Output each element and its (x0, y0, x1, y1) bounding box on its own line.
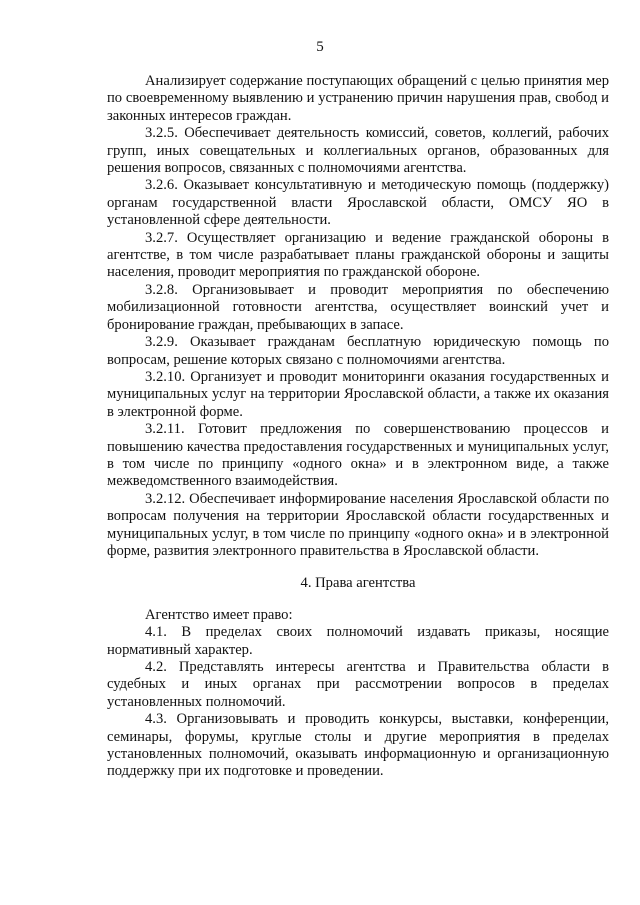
paragraph-intro: Агентство имеет право: (145, 606, 293, 623)
paragraph-3-2-12: 3.2.12. Обеспечивает информирование населения Ярославской области по вопросам получения на территории Ярославской области государственных и муниципальных услуг, в том числе по принципу «одного окна» и в электронной форме, развития электронного правительства в Ярославской области. (107, 490, 609, 559)
document-body (107, 73, 609, 781)
paragraph-3-2-6: 3.2.6. Оказывает консультативную и методическую помощь (поддержку) органам государственной власти Ярославской области, ОМСУ ЯО в установленной сфере деятельности. (107, 177, 609, 229)
paragraph-analysis: Анализирует содержание поступающих обращений с целью принятия мер по своевременному выявлению и устранению причин нарушения прав, свобод и законных интересов граждан. (107, 73, 609, 124)
paragraph-3-2-11: 3.2.11. Готовит предложения по совершенствованию процессов и повышению качества предоставления государственных и муниципальных услуг, в том числе по принципу «одного окна» и в электронном виде, а также межведомственного взаимодействия. (107, 421, 609, 490)
paragraph-3-2-9: 3.2.9. Оказывает гражданам бесплатную юридическую помощь по вопросам, решение которых связано с полномочиями агентства. (107, 334, 609, 368)
paragraph-3-2-8: 3.2.8. Организовывает и проводит мероприятия по обеспечению мобилизационной готовности агентства, осуществляет воинский учет и бронирование граждан, пребывающих в запасе. (107, 281, 609, 333)
paragraph-4-1: 4.1. В пределах своих полномочий издавать приказы, носящие нормативный характер. (107, 624, 609, 658)
section-heading: 4. Права агентства (300, 575, 416, 592)
paragraph-3-2-10: 3.2.10. Организует и проводит мониторинги оказания государственных и муниципальных услуг на территории Ярославской области, а также их оказания в электронной форме. (107, 368, 609, 420)
paragraph-3-2-7: 3.2.7. Осуществляет организацию и ведение гражданской обороны в агентстве, в том числе разрабатывает планы гражданской обороны и защиты населения, проводит мероприятия по гражданской обороне. (107, 229, 609, 281)
paragraph-4-2: 4.2. Представлять интересы агентства и Правительства области в судебных и иных органах при рассмотрении вопросов в пределах установленных полномочий. (107, 659, 609, 710)
paragraph-3-2-5: 3.2.5. Обеспечивает деятельность комиссий, советов, коллегий, рабочих групп, иных совещательных и коллегиальных органов, образованных для решения вопросов, связанных с полномочиями агентства. (107, 125, 609, 177)
paragraph-4-3: 4.3. Организовывать и проводить конкурсы, выставки, конференции, семинары, форумы, круглые столы и другие мероприятия в пределах установленных полномочий, оказывать информационную и организационную поддержку при их подготовке и проведении. (107, 711, 609, 780)
page-number: 5 (316, 39, 324, 55)
